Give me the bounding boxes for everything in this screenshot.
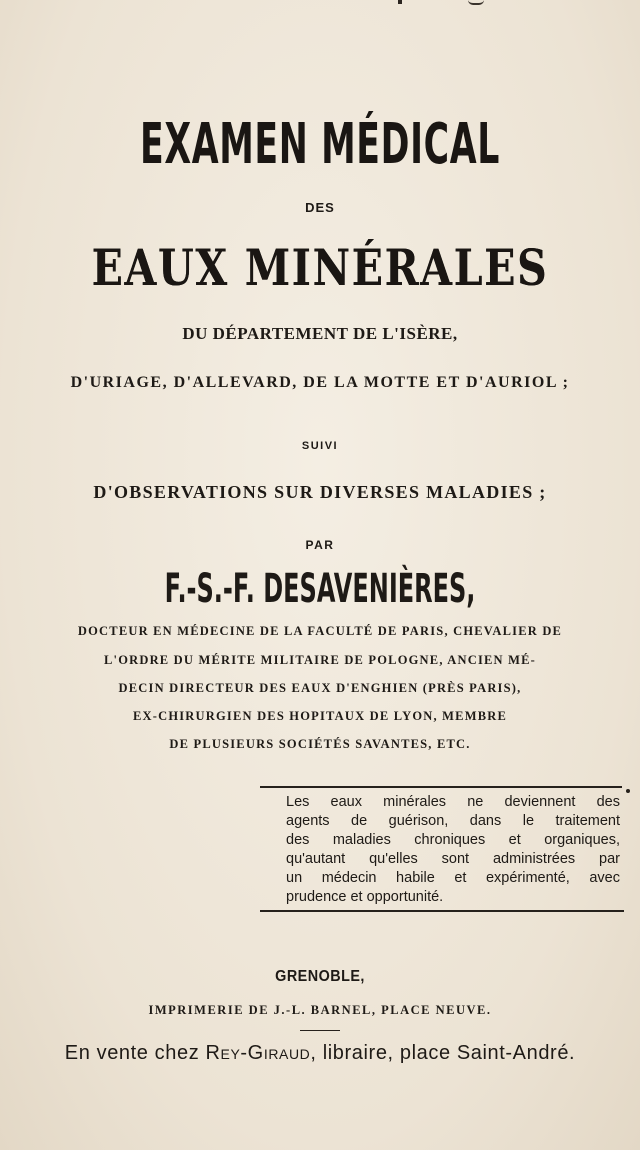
suivi-label: SUIVI xyxy=(301,440,339,452)
bookseller-name: Rey-Giraud xyxy=(205,1042,311,1064)
epigraph-line: des maladies chroniques et organiques, xyxy=(286,832,620,848)
sale-suffix: , libraire, place Saint-André. xyxy=(310,1042,576,1064)
observations-line: D'OBSERVATIONS SUR DIVERSES MALADIES ; xyxy=(93,482,547,502)
credential-line: L'ORDRE DU MÉRITE MILITAIRE DE POLOGNE, ANCIEN MÉ- xyxy=(103,653,537,667)
epigraph xyxy=(286,793,620,907)
printer-line: IMPRIMERIE DE J.-L. BARNEL, PLACE NEUVE. xyxy=(148,1003,492,1017)
main-title: EXAMEN MÉDICAL xyxy=(140,112,500,177)
imprint-divider xyxy=(300,1030,340,1031)
credential-line: DE PLUSIEURS SOCIÉTÉS SAVANTES, ETC. xyxy=(169,737,471,751)
epigraph-top-rule xyxy=(260,786,622,788)
epigraph-line: Les eaux minérales ne deviennent des xyxy=(286,794,620,810)
page-edge-mark xyxy=(468,0,484,5)
rule-ornament xyxy=(626,789,630,793)
places-line: D'URIAGE, D'ALLEVARD, DE LA MOTTE ET D'AURIOL ; xyxy=(70,374,570,391)
sale-prefix: En vente chez xyxy=(64,1042,206,1064)
epigraph-line: prudence et opportunité. xyxy=(286,889,444,905)
page-edge-mark xyxy=(398,0,402,4)
subject-title: EAUX MINÉRALES xyxy=(91,238,549,297)
department-line: DU DÉPARTEMENT DE L'ISÈRE, xyxy=(182,324,458,343)
epigraph-line: agents de guérison, dans le traitement xyxy=(286,813,620,829)
credential-line: DECIN DIRECTEUR DES EAUX D'ENGHIEN (PRÈS PARIS), xyxy=(118,681,522,695)
publication-city: GRENOBLE, xyxy=(275,968,365,985)
credential-line: EX-CHIRURGIEN DES HOPITAUX DE LYON, MEMBRE xyxy=(132,709,508,723)
epigraph-line: qu'autant qu'elles sont administrées par xyxy=(286,851,620,867)
epigraph-bottom-rule xyxy=(260,910,624,912)
epigraph-line: un médecin habile et expérimenté, avec xyxy=(286,870,620,886)
sale-line xyxy=(0,1042,640,1065)
author-name: F.-S.-F. DESAVENIÈRES, xyxy=(164,566,476,612)
title-connector: DES xyxy=(305,200,335,215)
by-label: PAR xyxy=(305,538,335,552)
credential-line: DOCTEUR EN MÉDECINE DE LA FACULTÉ DE PARIS, CHEVALIER DE xyxy=(77,624,563,638)
